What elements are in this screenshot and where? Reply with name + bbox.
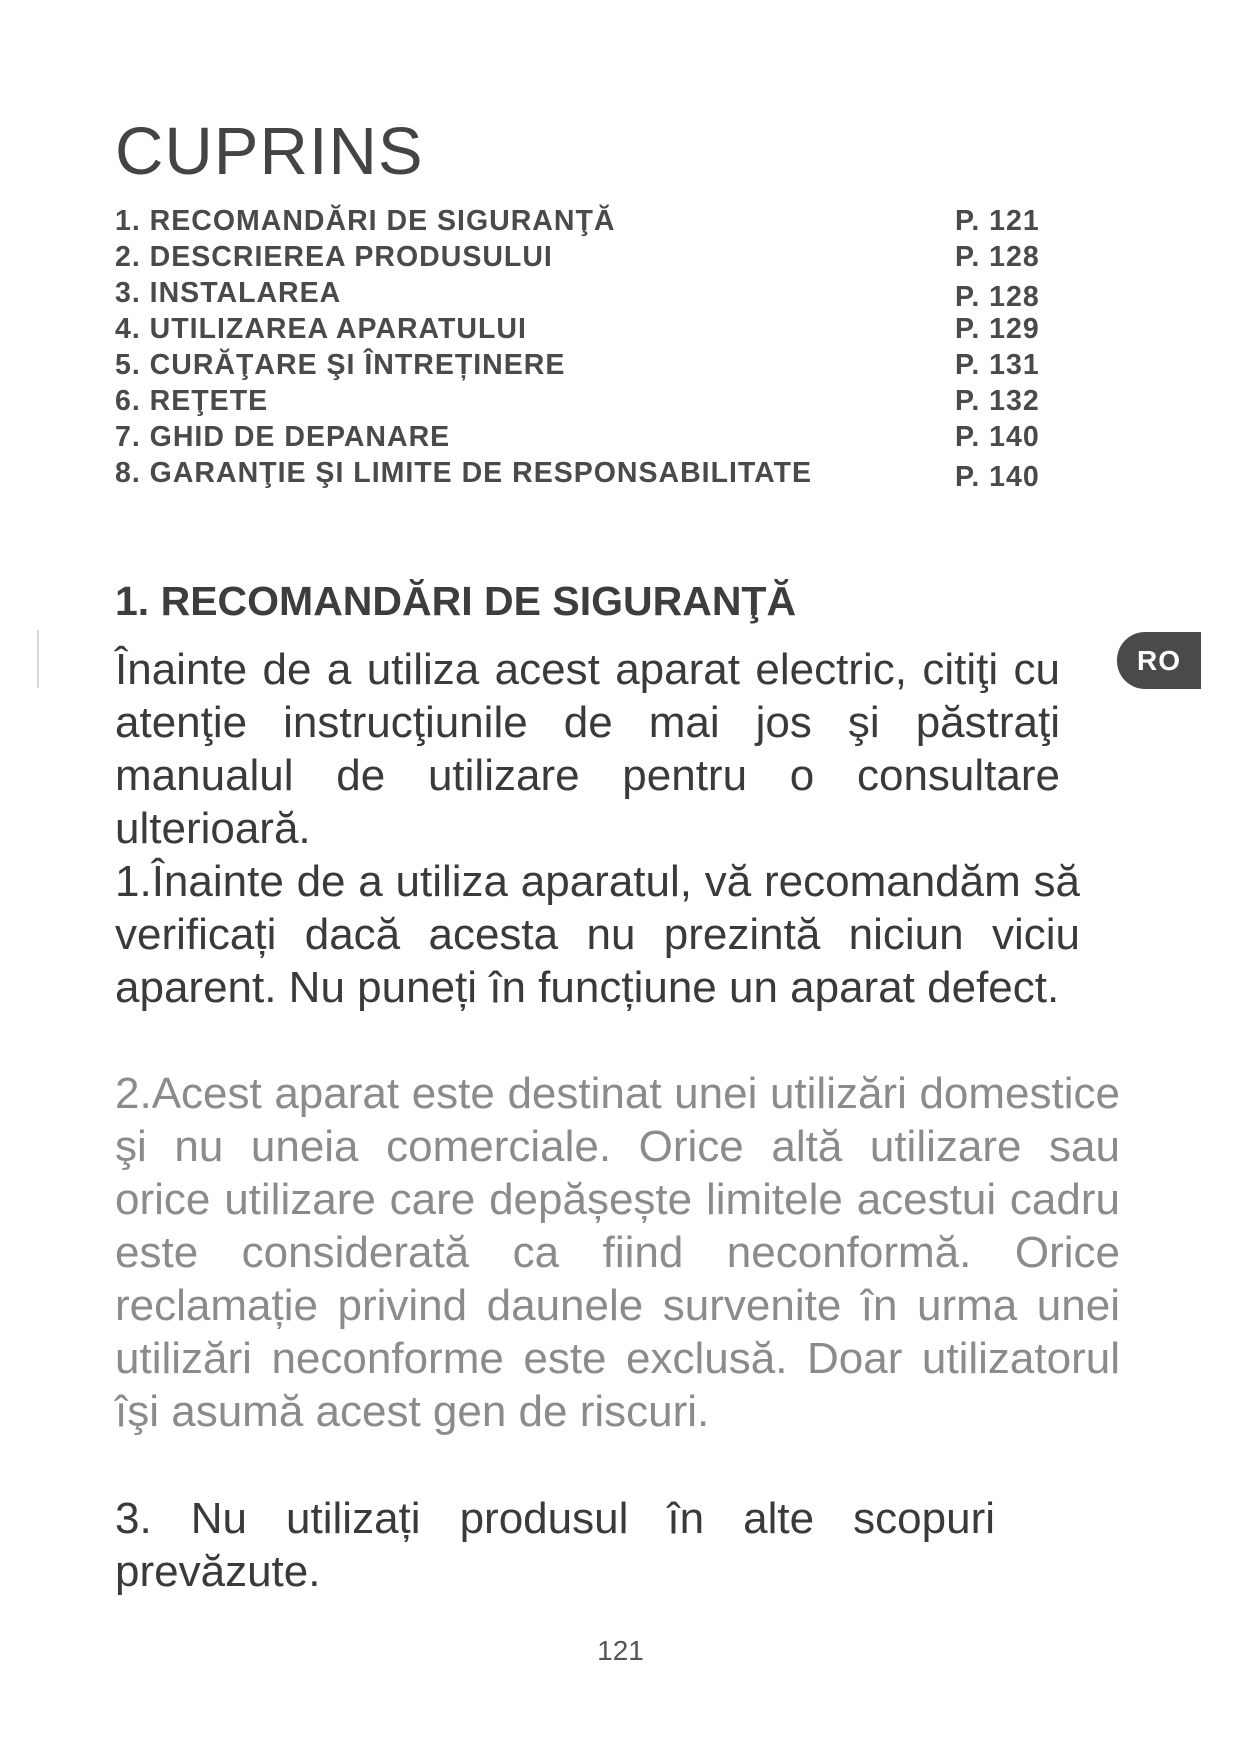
toc-label: 3. INSTALAREA [115, 277, 342, 309]
toc-row [115, 457, 1055, 493]
toc-row [115, 421, 1055, 457]
toc-row [115, 385, 1055, 421]
toc-row [115, 277, 1055, 313]
toc-label: 5. CURĂŢARE ŞI ÎNTREȚINERE [115, 349, 566, 381]
intro-paragraph: Înainte de a utiliza acest aparat electric, citiţi cu atenţie instrucţiunile de mai jos şi păstraţi manualul de utilizare pentru o consultare ulterioară. [115, 645, 1060, 853]
toc-page: P. 131 [955, 349, 1040, 381]
safety-item-3: 3. Nu utilizați produsul în alte scopuri prevăzute. [115, 1494, 995, 1596]
page-number: 121 [597, 1635, 644, 1666]
toc-page: P. 132 [955, 385, 1040, 417]
section-heading: 1. RECOMANDĂRI DE SIGURANŢĂ [115, 578, 797, 624]
toc-label: 7. GHID DE DEPANARE [115, 421, 451, 453]
toc-page: P. 128 [955, 241, 1040, 273]
toc-label: 4. UTILIZAREA APARATULUI [115, 313, 527, 345]
toc-row [115, 205, 1055, 241]
toc-page: P. 121 [955, 205, 1040, 237]
toc-row [115, 349, 1055, 385]
safety-item-1: 1.Înainte de a utiliza aparatul, vă recomandăm să verificați dacă acesta nu prezintă niciun viciu aparent. Nu puneți în funcțiune un aparat defect. [115, 857, 1080, 1012]
toc-label: 8. GARANŢIE ŞI LIMITE DE RESPONSABILITATE [115, 457, 813, 489]
toc-row [115, 241, 1055, 277]
toc-page: P. 129 [955, 313, 1040, 345]
safety-item-2: 2.Acest aparat este destinat unei utilizări domestice şi nu uneia comerciale. Orice altă utilizare sau orice utilizare care depășește limitele acestui cadru este considerată ca fiind neconformă. Orice reclamație privind daunele survenite în urma unei utilizări neconforme este exclusă. Doar utilizatorul îşi asumă acest gen de riscuri. [115, 1069, 1120, 1436]
language-tab: RO [1117, 632, 1201, 689]
toc-page: P. 140 [955, 421, 1040, 453]
toc-row [115, 313, 1055, 349]
toc-page: P. 128 [955, 281, 1040, 313]
toc-page: P. 140 [955, 461, 1040, 493]
toc-label: 2. DESCRIEREA PRODUSULUI [115, 241, 553, 273]
page-title: CUPRINS [115, 114, 424, 189]
toc-label: 6. REŢETE [115, 385, 269, 417]
margin-rule [37, 630, 39, 688]
toc-label: 1. RECOMANDĂRI DE SIGURANŢĂ [115, 205, 616, 237]
table-of-contents [115, 205, 1055, 493]
